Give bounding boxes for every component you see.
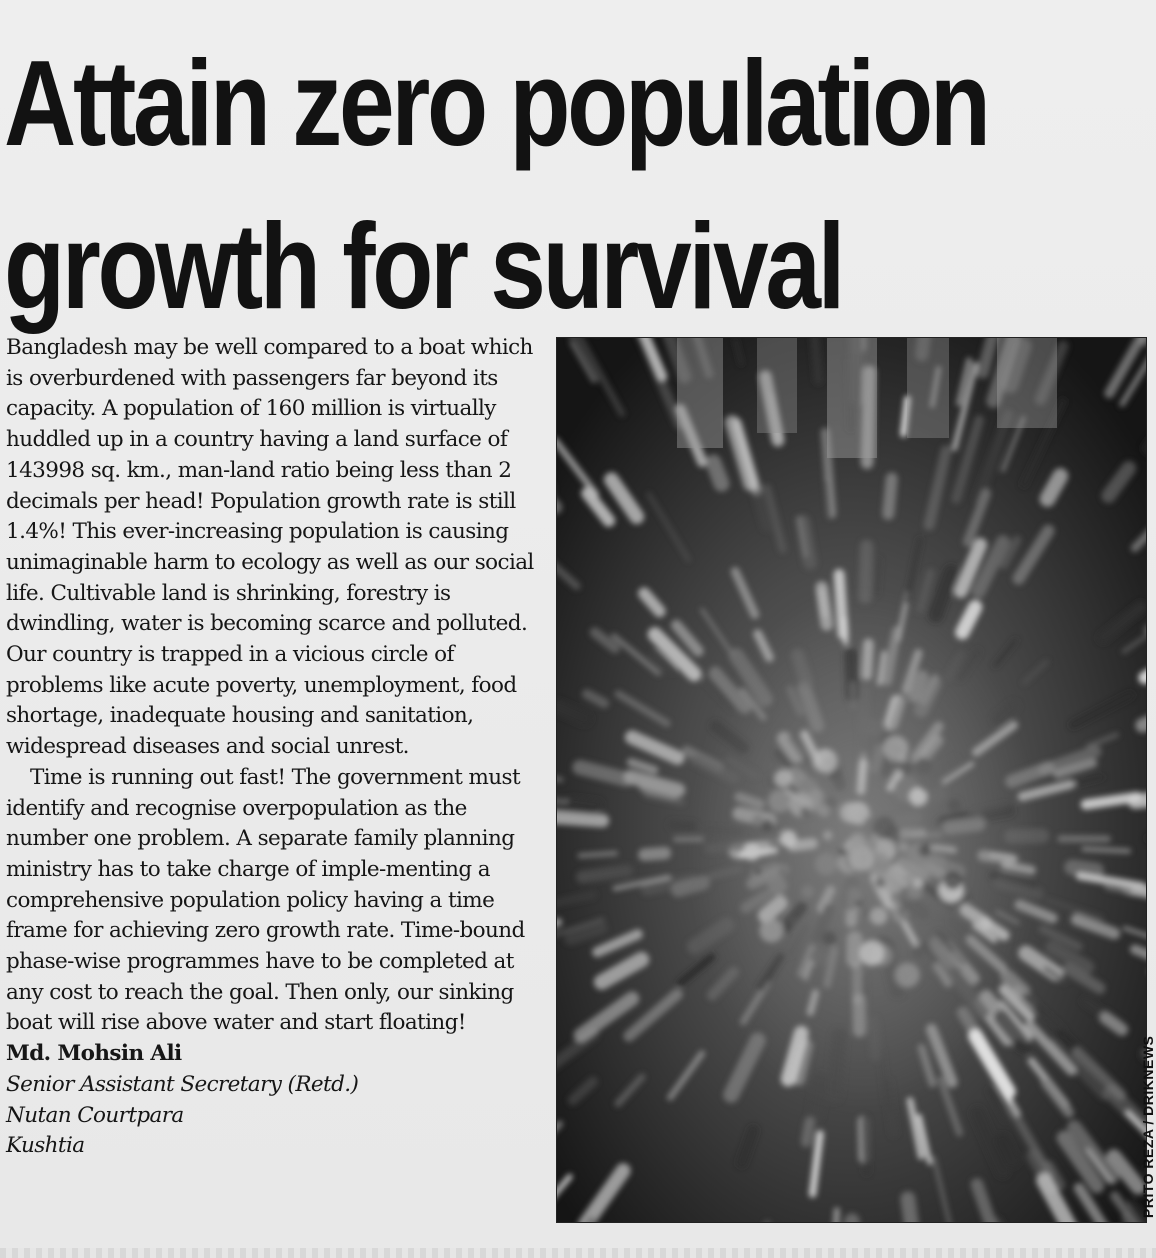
- author-name: Md. Mohsin Ali: [6, 1041, 182, 1067]
- headline-line-1: Attain zero population: [4, 35, 988, 171]
- headline: [4, 22, 988, 348]
- headline-line-2: growth for survival: [4, 198, 843, 334]
- author-address-line-2: Kushtia: [6, 1133, 85, 1159]
- photo-credit: PRITO REZA / DRIKNEWS: [1140, 1035, 1156, 1218]
- article-body: [6, 333, 538, 1162]
- paragraph-1: Bangladesh may be well compared to a boat which is overburdened with passengers far beyond its capacity. A population of 160 million is virtually huddled up in a country having a land surface of 143998 sq. km., man-land ratio being less than 2 decimals per head! Population growth rate is still 1.4%! This ever-increasing population is causing unimaginable harm to ecology as well as our social life. Cultivable land is shrinking, forestry is dwindling, water is becoming scarce and polluted. Our country is trapped in a vicious circle of problems like acute poverty, unemployment, food shortage, inadequate housing and sanitation, widespread diseases and social unrest.: [6, 335, 534, 760]
- bottom-border: [0, 1248, 1156, 1258]
- paragraph-2: Time is running out fast! The government must identify and recognise overpopulation as the number one problem. A separate family planning ministry has to take charge of imple-menting a comprehensive population policy having a time frame for achieving zero growth rate. Time-bound phase-wise programmes have to be completed at any cost to reach the goal. Then only, our sinking boat will rise above water and start floating!: [6, 764, 525, 1036]
- crowd-photo-graphic: [557, 338, 1146, 1222]
- crowd-photo: [556, 337, 1147, 1223]
- author-address-line-1: Nutan Courtpara: [6, 1102, 184, 1128]
- author-title: Senior Assistant Secretary (Retd.): [6, 1071, 359, 1097]
